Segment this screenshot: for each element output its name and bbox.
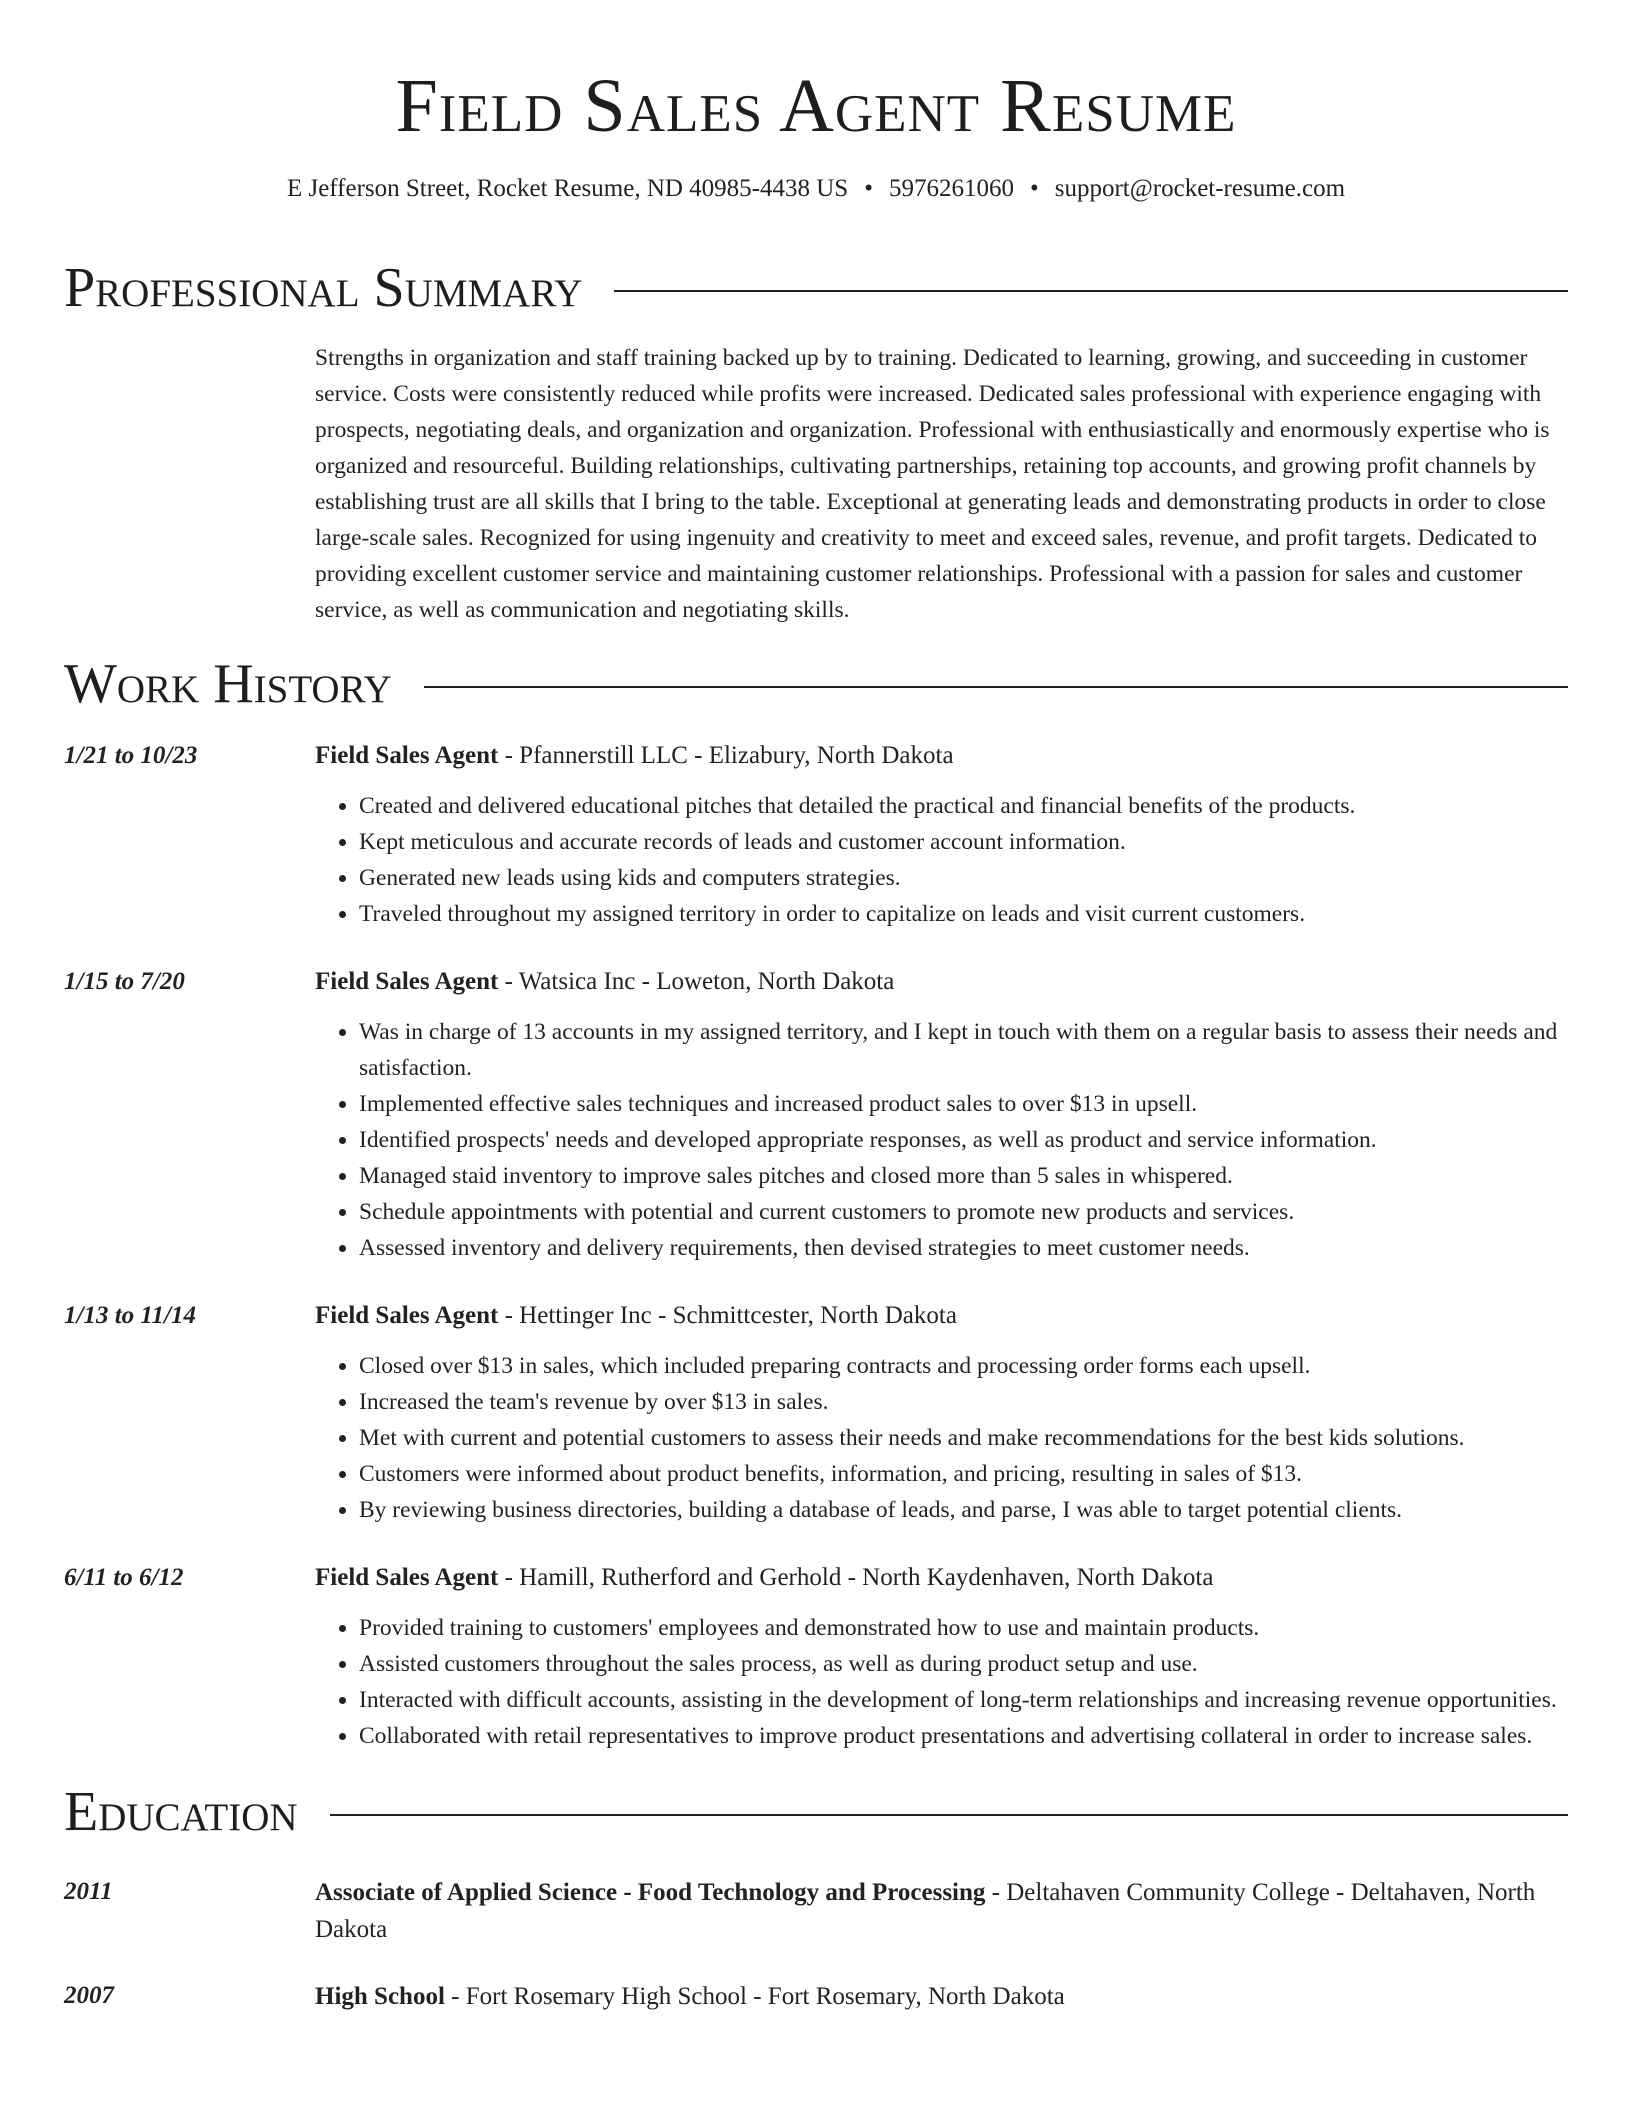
job-entry <box>64 1560 1568 1754</box>
job-title: Field Sales Agent <box>315 968 499 995</box>
job-details: - Hamill, Rutherford and Gerhold - North Kaydenhaven, North Dakota <box>498 1564 1214 1591</box>
contact-phone: 5976261060 <box>888 175 1014 202</box>
job-entry <box>64 964 1568 1266</box>
bullet-item: • Met with current and potential customers to assess their needs and make recommendations for the best kids solutions. <box>359 1420 1568 1456</box>
job-body <box>315 964 1568 1266</box>
job-body <box>315 1298 1568 1528</box>
bullet-item: • Implemented effective sales techniques and increased product sales to over $13 in upsell. <box>359 1086 1568 1122</box>
bullet-item: • Traveled throughout my assigned territory in order to capitalize on leads and visit current customers. <box>359 896 1568 932</box>
job-bullets <box>315 1610 1568 1754</box>
job-dates: 1/21 to 10/23 <box>64 742 198 769</box>
job-details: - Watsica Inc - Loweton, North Dakota <box>498 968 895 995</box>
section-divider <box>614 290 1568 292</box>
summary-section-header <box>64 256 1568 320</box>
education-headline <box>315 1978 1568 2015</box>
bullet-item: • Managed staid inventory to improve sales pitches and closed more than 5 sales in whispered. <box>359 1158 1568 1194</box>
work-section-header <box>64 652 1568 716</box>
section-divider <box>330 1814 1568 1816</box>
contact-line <box>64 172 1568 206</box>
bullet-item: • Interacted with difficult accounts, assisting in the development of long-term relationships and increasing revenue opportunities. <box>359 1682 1568 1718</box>
bullet-item: • Identified prospects' needs and developed appropriate responses, as well as product and service information. <box>359 1122 1568 1158</box>
education-body <box>315 1874 1568 1948</box>
page-title: Field Sales Agent Resume <box>395 64 1237 148</box>
education-body <box>315 1978 1568 2015</box>
contact-email: support@rocket-resume.com <box>1054 175 1346 202</box>
bullet-item: • Schedule appointments with potential and current customers to promote new products and services. <box>359 1194 1568 1230</box>
job-headline <box>315 1560 1568 1596</box>
job-body <box>315 738 1568 932</box>
job-entry <box>64 1298 1568 1528</box>
education-year: 2011 <box>64 1878 113 1905</box>
job-bullets <box>315 1348 1568 1528</box>
education-degree: Associate of Applied Science - Food Technology and Processing <box>315 1879 986 1906</box>
education-degree: High School <box>315 1983 445 2010</box>
bullet-item: • Assisted customers throughout the sales process, as well as during product setup and use. <box>359 1646 1568 1682</box>
job-title: Field Sales Agent <box>315 742 499 769</box>
education-entry <box>64 1874 1568 1948</box>
bullet-item: • Created and delivered educational pitches that detailed the practical and financial benefits of the products. <box>359 788 1568 824</box>
bullet-item: • Generated new leads using kids and computers strategies. <box>359 860 1568 896</box>
contact-separator: • <box>864 175 873 202</box>
work-heading: Work History <box>64 653 392 715</box>
bullet-item: • Was in charge of 13 accounts in my assigned territory, and I kept in touch with them on a regular basis to assess their needs and satisfaction. <box>359 1014 1568 1086</box>
job-headline <box>315 1298 1568 1334</box>
contact-address: E Jefferson Street, Rocket Resume, ND 40985-4438 US <box>286 175 849 202</box>
job-headline <box>315 738 1568 774</box>
job-title: Field Sales Agent <box>315 1564 499 1591</box>
job-body <box>315 1560 1568 1754</box>
job-details: - Hettinger Inc - Schmittcester, North Dakota <box>498 1302 957 1329</box>
education-section-header <box>64 1780 1568 1844</box>
job-bullets <box>315 788 1568 932</box>
job-dates: 6/11 to 6/12 <box>64 1564 184 1591</box>
education-entry <box>64 1978 1568 2015</box>
summary-text: Strengths in organization and staff training backed up by to training. Dedicated to learning, growing, and succeeding in customer service. Costs were consistently reduced while profits were increased. Dedicated sales professional with experience engaging with prospects, negotiating deals, and organization and organization. Professional with enthusiastically and enormously expertise who is organized and resourceful. Building relationships, cultivating partnerships, retaining top accounts, and growing profit channels by establishing trust are all skills that I bring to the table. Exceptional at generating leads and demonstrating products in order to close large-scale sales. Recognized for using ingenuity and creativity to meet and exceed sales, revenue, and profit targets. Dedicated to providing excellent customer service and maintaining customer relationships. Professional with a passion for sales and customer service, as well as communication and negotiating skills. <box>315 345 1550 623</box>
job-bullets <box>315 1014 1568 1266</box>
bullet-item: • Provided training to customers' employees and demonstrated how to use and maintain products. <box>359 1610 1568 1646</box>
job-dates: 1/15 to 7/20 <box>64 968 185 995</box>
job-details: - Pfannerstill LLC - Elizabury, North Dakota <box>498 742 954 769</box>
bullet-item: • Kept meticulous and accurate records of leads and customer account information. <box>359 824 1568 860</box>
job-title: Field Sales Agent <box>315 1302 499 1329</box>
education-headline <box>315 1874 1568 1948</box>
job-dates: 1/13 to 11/14 <box>64 1302 196 1329</box>
bullet-item: • Assessed inventory and delivery requirements, then devised strategies to meet customer needs. <box>359 1230 1568 1266</box>
summary-heading: Professional Summary <box>64 257 583 319</box>
bullet-item: • By reviewing business directories, building a database of leads, and parse, I was able to target potential clients. <box>359 1492 1568 1528</box>
bullet-item: • Collaborated with retail representatives to improve product presentations and advertising collateral in order to increase sales. <box>359 1718 1568 1754</box>
education-details: - Deltahaven Community College - Deltahaven, North Dakota <box>315 1879 1536 1943</box>
education-details: - Fort Rosemary High School - Fort Rosemary, North Dakota <box>444 1983 1065 2010</box>
section-divider <box>424 686 1568 688</box>
bullet-item: • Customers were informed about product benefits, information, and pricing, resulting in sales of $13. <box>359 1456 1568 1492</box>
education-heading: Education <box>64 1781 298 1843</box>
bullet-item: • Increased the team's revenue by over $13 in sales. <box>359 1384 1568 1420</box>
job-headline <box>315 964 1568 1000</box>
education-year: 2007 <box>64 1982 114 2009</box>
job-entry <box>64 738 1568 932</box>
bullet-item: • Closed over $13 in sales, which included preparing contracts and processing order forms each upsell. <box>359 1348 1568 1384</box>
contact-separator: • <box>1029 175 1039 202</box>
